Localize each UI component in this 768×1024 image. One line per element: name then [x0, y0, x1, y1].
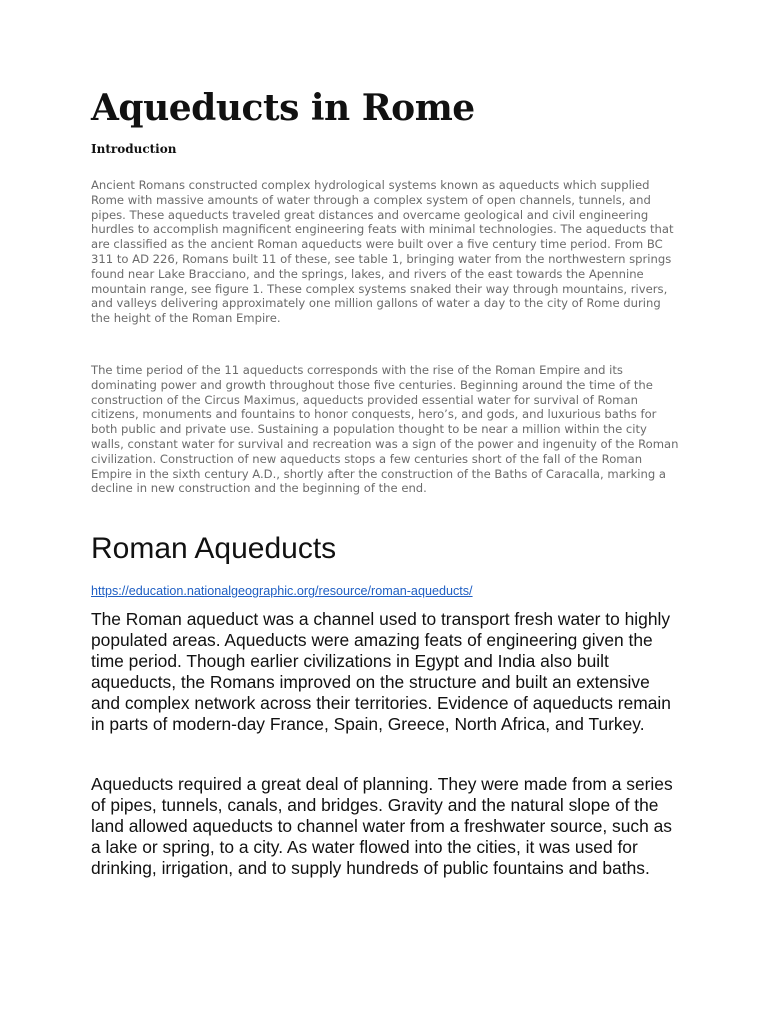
intro-heading: Introduction — [91, 142, 177, 156]
section-heading: Roman Aqueducts — [91, 532, 337, 565]
intro-paragraph: The time period of the 11 aqueducts corresponds with the rise of the Roman Empire and its dominating power and growth throughout those five centuries. Beginning around the time of the construction of the Circus Maximus, aqueducts provided essential water for survival of Roman citizens, monuments and fountains to honor conquests, hero’s, and gods, and luxurious baths for both public and private use. Sustaining a population thought to be near a million within the city walls, constant water for survival and recreation was a sign of the power and ingenuity of the Roman civilization. Construction of new aqueducts stops a few centuries short of the fall of the Roman Empire in the sixth century A.D., shortly after the construction of the Baths of Caracalla, marking a decline in new construction and the beginning of the end. — [91, 363, 679, 496]
body-paragraph: The Roman aqueduct was a channel used to transport fresh water to highly populated areas. Aqueducts were amazing feats of engineering given the time period. Though earlier civilizations in Egypt and India also built aqueducts, the Romans improved on the structure and built an extensive and complex network across their territories. Evidence of aqueducts remain in parts of modern-day France, Spain, Greece, North Africa, and Turkey. — [91, 609, 671, 734]
intro-paragraph: Ancient Romans constructed complex hydrological systems known as aqueducts which supplied Rome with massive amounts of water through a complex system of open channels, tunnels, and pipes. These aqueducts traveled great distances and overcame geological and civil engineering hurdles to accomplish magnificent engineering feats with minimal technologies. The aqueducts that are classified as the ancient Roman aqueducts were built over a five century time period. From BC 311 to AD 226, Romans built 11 of these, see table 1, bringing water from the northwestern springs found near Lake Bracciano, and the springs, lakes, and rivers of the east towards the Apennine mountain range, see figure 1. These complex systems snaked their way through mountains, rivers, and valleys delivering approximately one million gallons of water a day to the city of Rome during the height of the Roman Empire. — [91, 178, 674, 326]
page-title: Aqueducts in Rome — [91, 87, 475, 129]
body-paragraph: Aqueducts required a great deal of planning. They were made from a series of pipes, tunnels, canals, and bridges. Gravity and the natural slope of the land allowed aqueducts to channel water from a freshwater source, such as a lake or spring, to a city. As water flowed into the cities, it was used for drinking, irrigation, and to supply hundreds of public fountains and baths. — [91, 774, 673, 878]
source-link[interactable]: https://education.nationalgeographic.org/resource/roman-aqueducts/ — [91, 584, 473, 598]
